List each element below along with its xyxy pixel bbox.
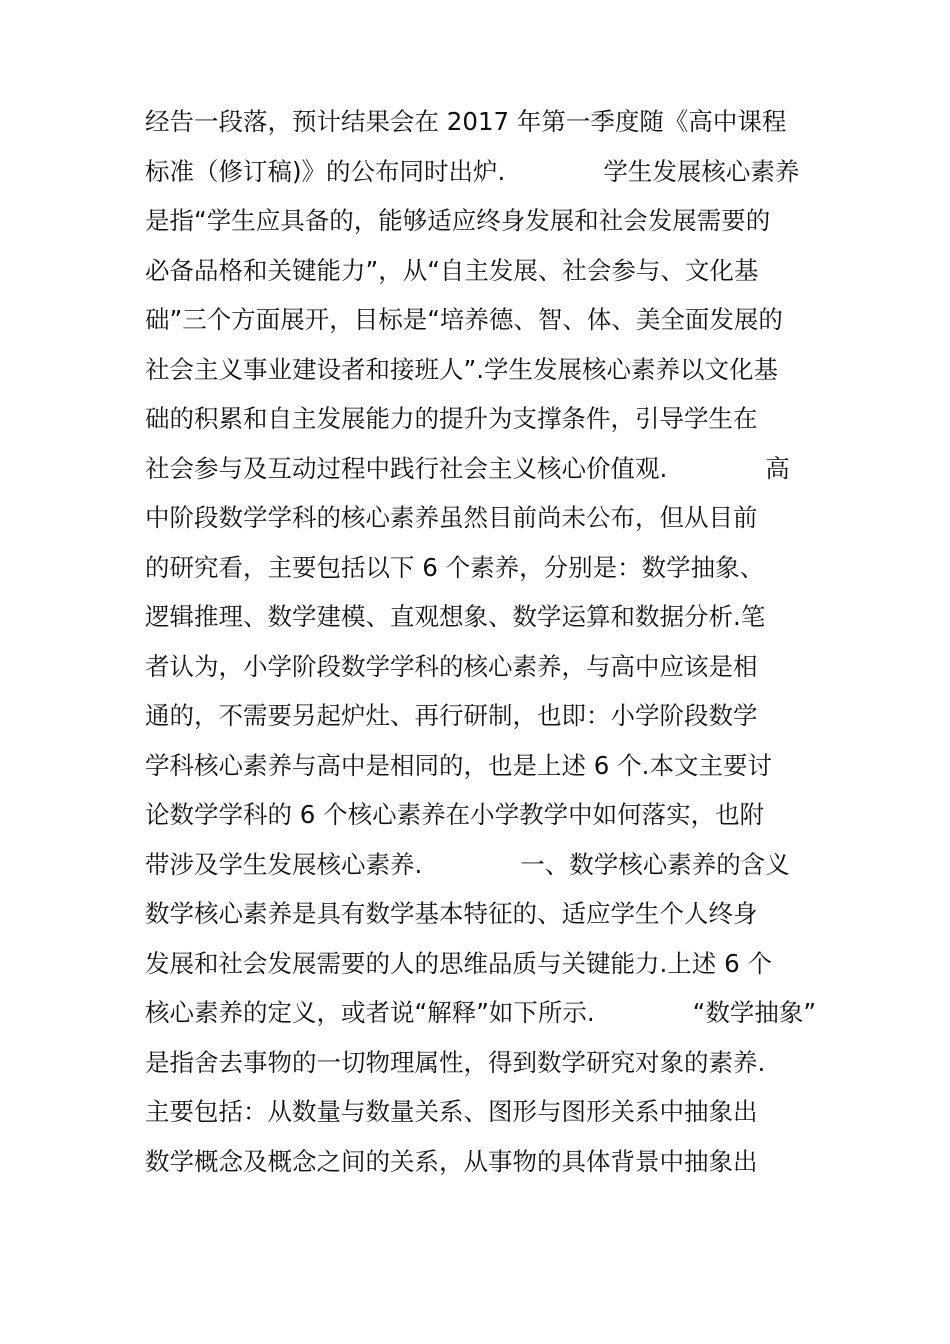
text-line: 是指舍去事物的一切物理属性，得到数学研究对象的素养. xyxy=(145,1047,766,1077)
text-line: 学科核心素养与高中是相同的，也是上述 6 个.本文主要讨 xyxy=(145,750,772,780)
text-line: 中阶段数学学科的核心素养虽然目前尚未公布，但从目前 xyxy=(145,503,758,532)
text-line: 社会参与及互动过程中践行社会主义核心价值观. 高 xyxy=(145,453,790,483)
text-line: 论数学学科的 6 个核心素养在小学教学中如何落实，也附 xyxy=(145,800,765,829)
text-line: 主要包括：从数量与数量关系、图形与图形关系中抽象出 xyxy=(145,1097,758,1126)
text-line: 通的，不需要另起炉灶、再行研制，也即：小学阶段数学 xyxy=(145,701,758,730)
text-line: 核心素养的定义，或者说“解释”如下所示. “数学抽象” xyxy=(145,998,817,1027)
text-line: 者认为，小学阶段数学学科的核心素养，与高中应该是相 xyxy=(145,651,758,681)
text-line: 数学概念及概念之间的关系，从事物的具体背景中抽象出 xyxy=(145,1146,758,1176)
text-line: 础的积累和自主发展能力的提升为支撑条件，引导学生在 xyxy=(145,404,758,433)
text-line: 是指“学生应具备的，能够适应终身发展和社会发展需要的 xyxy=(145,206,771,235)
text-line: 带涉及学生发展核心素养. 一、数学核心素养的含义 xyxy=(145,849,790,879)
text-line: 必备品格和关键能力”，从“自主发展、社会参与、文化基 xyxy=(145,255,759,285)
text-line: 社会主义事业建设者和接班人”.学生发展核心素养以文化基 xyxy=(145,354,778,384)
text-line: 的研究看，主要包括以下 6 个素养，分别是：数学抽象、 xyxy=(145,552,765,582)
text-line: 数学核心素养是具有数学基本特征的、适应学生个人终身 xyxy=(145,899,758,928)
text-line: 发展和社会发展需要的人的思维品质与关键能力.上述 6 个 xyxy=(145,948,772,978)
text-line: 础”三个方面展开，目标是“培养德、智、体、美全面发展的 xyxy=(145,305,783,334)
body-text xyxy=(145,97,825,1186)
text-line: 经告一段落，预计结果会在 2017 年第一季度随《高中课程 xyxy=(145,107,787,136)
text-line: 逻辑推理、数学建模、直观想象、数学运算和数据分析.笔 xyxy=(145,602,766,631)
text-line: 标准（修订稿)》的公布同时出炉. 学生发展核心素养 xyxy=(145,156,800,186)
